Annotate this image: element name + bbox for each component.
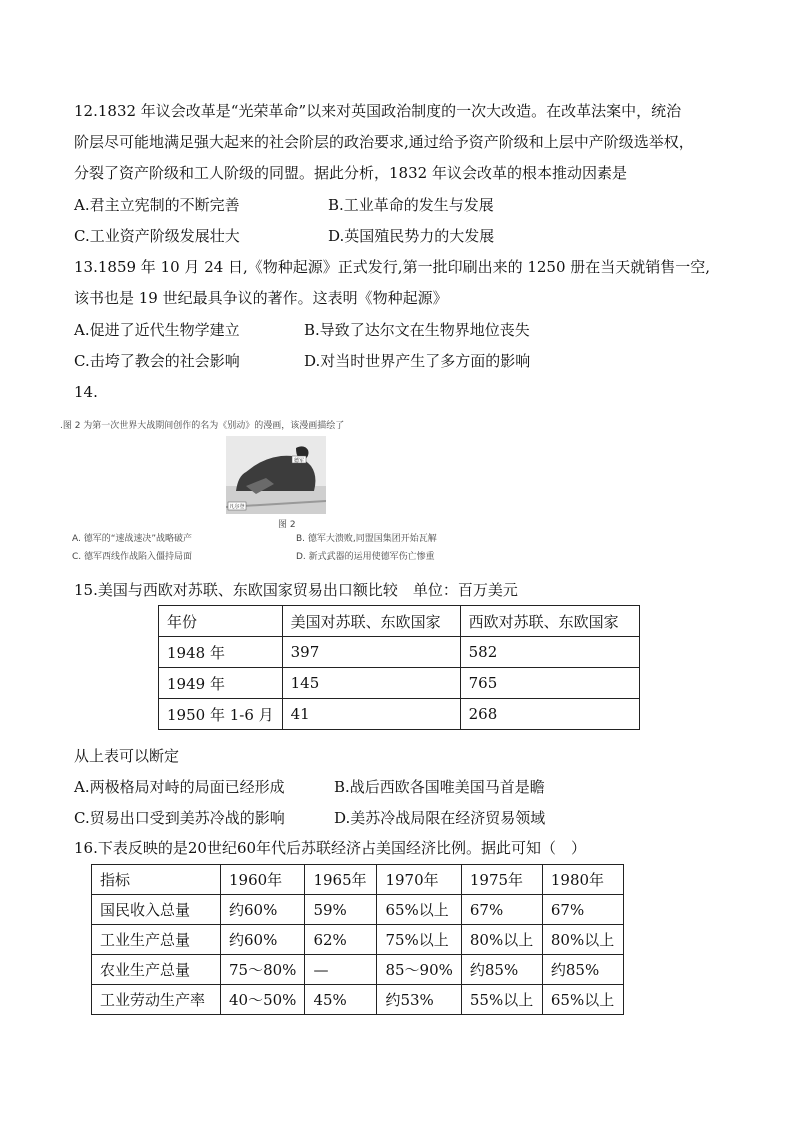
table-cell: 约53% xyxy=(377,985,461,1015)
q14-option-b[interactable]: B. 德军大溃败,同盟国集团开始瓦解 xyxy=(296,534,437,544)
table-header-cell: 1980年 xyxy=(542,865,623,895)
table-cell: 268 xyxy=(460,699,639,730)
table-cell: 67% xyxy=(461,895,542,925)
table-cell: 582 xyxy=(460,637,639,668)
q15-conclusion: 从上表可以断定 xyxy=(74,747,180,765)
q14-option-a[interactable]: A. 德军的“速战速决”战略破产 xyxy=(72,534,193,544)
table-header-cell: 1975年 xyxy=(461,865,542,895)
cartoon-image xyxy=(226,436,326,514)
table-cell: 55%以上 xyxy=(461,985,542,1015)
table-cell: 85～90% xyxy=(377,955,461,985)
q13-option-a[interactable]: A.促进了近代生物学建立 xyxy=(74,321,240,339)
table-header-cell: 年份 xyxy=(159,606,283,637)
table-cell: 80%以上 xyxy=(542,925,623,955)
table-cell: 工业生产总量 xyxy=(92,925,221,955)
table-cell: 约85% xyxy=(542,955,623,985)
table-row xyxy=(159,637,640,668)
table-cell: 62% xyxy=(305,925,377,955)
q13-option-b[interactable]: B.导致了达尔文在生物界地位丧失 xyxy=(304,321,530,339)
table-header-cell: 美国对苏联、东欧国家 xyxy=(282,606,460,637)
table-cell: 1949 年 xyxy=(159,668,283,699)
table-header-row xyxy=(92,865,624,895)
table-row xyxy=(92,925,624,955)
table-cell: 约60% xyxy=(221,925,305,955)
q14-option-d[interactable]: D. 新式武器的运用使德军伤亡惨重 xyxy=(296,552,435,562)
table-cell: 40～50% xyxy=(221,985,305,1015)
table-header-cell: 西欧对苏联、东欧国家 xyxy=(460,606,639,637)
table-cell: 397 xyxy=(282,637,460,668)
table-cell: 145 xyxy=(282,668,460,699)
q16-title: 16.下表反映的是20世纪60年代后苏联经济占美国经济比例。据此可知（ ） xyxy=(74,839,587,857)
q15-option-d[interactable]: D.美苏冷战局限在经济贸易领域 xyxy=(334,809,546,827)
q14-number: 14. xyxy=(74,383,98,401)
table-cell: 65%以上 xyxy=(542,985,623,1015)
q14-option-c[interactable]: C. 德军西线作战陷入僵持局面 xyxy=(72,552,193,562)
table-header-cell: 1965年 xyxy=(305,865,377,895)
table-cell: — xyxy=(305,955,377,985)
q14-figure-label: 图 2 xyxy=(278,520,296,530)
table-row xyxy=(159,699,640,730)
table-header-cell: 1970年 xyxy=(377,865,461,895)
q14-figure-stem: .图 2 为第一次世界大战期间创作的名为《别动》的漫画，该漫画描绘了 xyxy=(60,421,345,431)
q15-trade-table xyxy=(158,605,640,730)
table-cell: 80%以上 xyxy=(461,925,542,955)
q12-option-b[interactable]: B.工业革命的发生与发展 xyxy=(328,196,494,214)
q13-option-c[interactable]: C.击垮了教会的社会影响 xyxy=(74,352,240,370)
cartoon-label-german: 德军 xyxy=(293,458,305,464)
cartoon-label-verdun: 凡尔登 xyxy=(229,504,245,510)
table-cell: 约85% xyxy=(461,955,542,985)
table-cell: 75～80% xyxy=(221,955,305,985)
table-cell: 约60% xyxy=(221,895,305,925)
table-cell: 国民收入总量 xyxy=(92,895,221,925)
table-cell: 67% xyxy=(542,895,623,925)
table-cell: 41 xyxy=(282,699,460,730)
table-row xyxy=(92,955,624,985)
table-cell: 765 xyxy=(460,668,639,699)
table-header-cell: 指标 xyxy=(92,865,221,895)
q12-stem-line-1: 12.1832 年议会改革是“光荣革命”以来对英国政治制度的一次大改造。在改革法案中，统治 xyxy=(74,102,682,120)
table-row xyxy=(159,668,640,699)
table-cell: 1948 年 xyxy=(159,637,283,668)
q12-option-c[interactable]: C.工业资产阶级发展壮大 xyxy=(74,227,240,245)
table-cell: 59% xyxy=(305,895,377,925)
table-cell: 65%以上 xyxy=(377,895,461,925)
q12-option-d[interactable]: D.英国殖民势力的大发展 xyxy=(328,227,495,245)
q12-stem-line-3: 分裂了资产阶级和工人阶级的同盟。据此分析，1832 年议会改革的根本推动因素是 xyxy=(74,164,627,182)
table-cell: 农业生产总量 xyxy=(92,955,221,985)
table-cell: 1950 年 1-6 月 xyxy=(159,699,283,730)
q13-stem-line-1: 13.1859 年 10 月 24 日,《物种起源》正式发行,第一批印刷出来的 1250 册在当天就销售一空, xyxy=(74,258,711,276)
table-cell: 75%以上 xyxy=(377,925,461,955)
q15-option-b[interactable]: B.战后西欧各国唯美国马首是瞻 xyxy=(334,778,545,796)
q12-stem-line-2: 阶层尽可能地满足强大起来的社会阶层的政治要求,通过给予资产阶级和上层中产阶级选举权， xyxy=(74,133,694,151)
q15-option-a[interactable]: A.两极格局对峙的局面已经形成 xyxy=(74,778,285,796)
q16-economy-table xyxy=(91,864,624,1015)
q12-option-a[interactable]: A.君主立宪制的不断完善 xyxy=(74,196,240,214)
q15-option-c[interactable]: C.贸易出口受到美苏冷战的影响 xyxy=(74,809,285,827)
table-row xyxy=(92,895,624,925)
table-cell: 工业劳动生产率 xyxy=(92,985,221,1015)
table-row xyxy=(92,985,624,1015)
table-header-row xyxy=(159,606,640,637)
table-header-cell: 1960年 xyxy=(221,865,305,895)
q15-title: 15.美国与西欧对苏联、东欧国家贸易出口额比较 单位：百万美元 xyxy=(74,581,518,599)
q14-scanned-figure xyxy=(60,418,480,566)
q13-option-d[interactable]: D.对当时世界产生了多方面的影响 xyxy=(304,352,531,370)
table-cell: 45% xyxy=(305,985,377,1015)
q13-stem-line-2: 该书也是 19 世纪最具争议的著作。这表明《物种起源》 xyxy=(74,289,448,307)
